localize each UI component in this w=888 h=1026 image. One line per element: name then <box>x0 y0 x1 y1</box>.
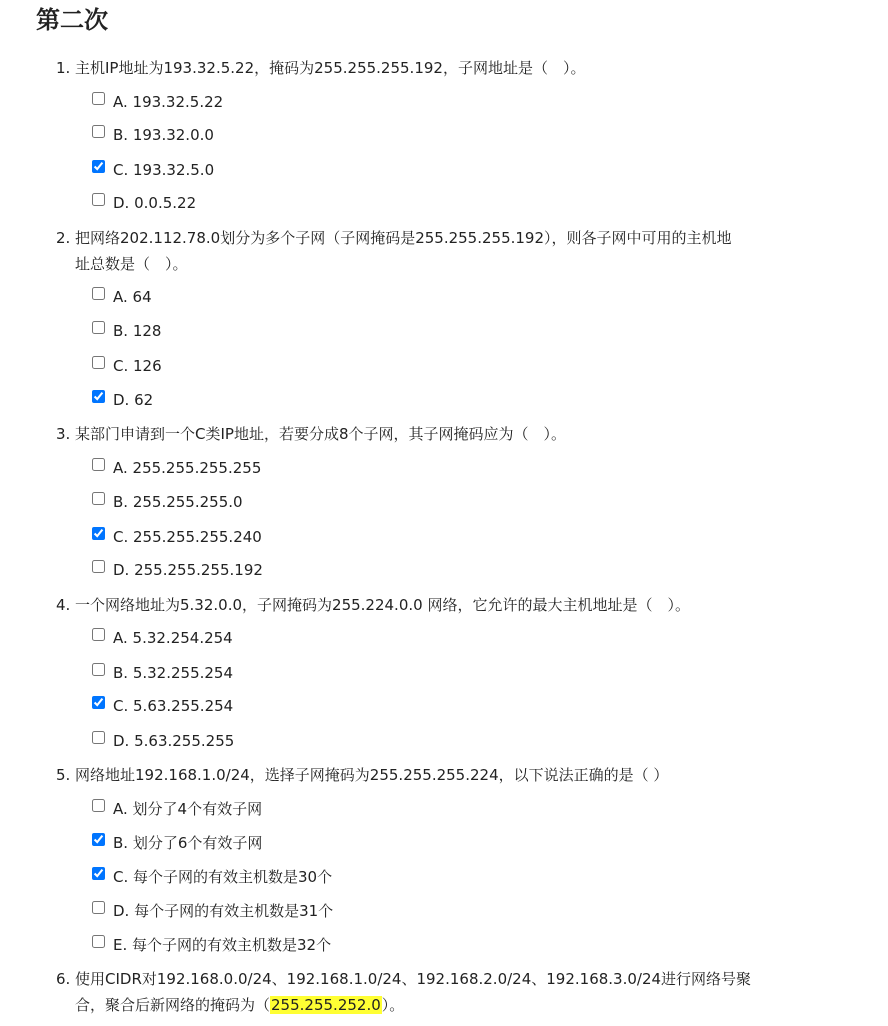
question-stem: 网络地址192.168.1.0/24，选择子网掩码为255.255.255.224，以下说法正确的是（ ） <box>75 766 669 784</box>
option-checkbox[interactable] <box>92 799 105 812</box>
question-3-text <box>56 421 796 447</box>
option-checkbox[interactable] <box>92 628 105 641</box>
option-1b[interactable] <box>92 123 214 147</box>
option-label: D. 每个子网的有效主机数是31个 <box>113 902 334 920</box>
option-3a[interactable] <box>92 456 261 480</box>
option-checkbox[interactable] <box>92 390 105 403</box>
option-label: C. 5.63.255.254 <box>113 697 234 715</box>
question-number: 2. <box>56 229 71 247</box>
option-5b[interactable] <box>92 831 262 855</box>
option-checkbox[interactable] <box>92 935 105 948</box>
option-4a[interactable] <box>92 626 233 650</box>
question-number: 6. <box>56 970 71 988</box>
option-checkbox[interactable] <box>92 458 105 471</box>
question-4-text <box>56 592 796 618</box>
option-checkbox[interactable] <box>92 92 105 105</box>
question-number: 4. <box>56 596 71 614</box>
option-checkbox[interactable] <box>92 696 105 709</box>
option-4c[interactable] <box>92 694 233 718</box>
question-stem-line-1: 把网络202.112.78.0划分为多个子网（子网掩码是255.255.255.192），则各子网中可用的主机地 <box>75 229 732 247</box>
option-3b[interactable] <box>92 490 243 514</box>
option-label: A. 划分了4个有效子网 <box>113 800 263 818</box>
question-stem: 一个网络地址为5.32.0.0，子网掩码为255.224.0.0 网络，它允许的最大主机地址是（ ）。 <box>75 596 690 614</box>
option-checkbox[interactable] <box>92 125 105 138</box>
option-checkbox[interactable] <box>92 321 105 334</box>
option-checkbox[interactable] <box>92 731 105 744</box>
question-stem-line-2: 址总数是（ ）。 <box>75 255 188 273</box>
option-3c[interactable] <box>92 525 262 549</box>
option-label: B. 255.255.255.0 <box>113 493 243 511</box>
option-label: A. 193.32.5.22 <box>113 93 224 111</box>
option-checkbox[interactable] <box>92 527 105 540</box>
option-checkbox[interactable] <box>92 560 105 573</box>
option-label: A. 255.255.255.255 <box>113 459 262 477</box>
option-checkbox[interactable] <box>92 287 105 300</box>
option-checkbox[interactable] <box>92 193 105 206</box>
option-1d[interactable] <box>92 191 196 215</box>
question-stem-line-2 <box>56 992 796 1018</box>
question-number: 1. <box>56 59 71 77</box>
option-2d[interactable] <box>92 388 153 412</box>
question-2-text <box>56 225 796 277</box>
option-5a[interactable] <box>92 797 262 821</box>
question-stem-before-answer: 合，聚合后新网络的掩码为（ <box>75 996 271 1014</box>
option-checkbox[interactable] <box>92 867 105 880</box>
option-label: B. 128 <box>113 322 162 340</box>
question-stem-after-answer: ）。 <box>381 996 405 1014</box>
question-5-text <box>56 762 796 788</box>
option-1c[interactable] <box>92 158 214 182</box>
option-label: C. 255.255.255.240 <box>113 528 262 546</box>
option-4b[interactable] <box>92 661 233 685</box>
question-number: 3. <box>56 425 71 443</box>
option-label: D. 0.0.5.22 <box>113 194 197 212</box>
option-label: B. 193.32.0.0 <box>113 126 214 144</box>
option-1a[interactable] <box>92 90 223 114</box>
question-1-text <box>56 55 796 81</box>
option-label: A. 64 <box>113 288 152 306</box>
option-label: D. 255.255.255.192 <box>113 561 263 579</box>
option-2c[interactable] <box>92 354 162 378</box>
option-label: B. 划分了6个有效子网 <box>113 834 263 852</box>
option-5d[interactable] <box>92 899 333 923</box>
page-title: 第二次 <box>36 6 108 34</box>
option-2a[interactable] <box>92 285 152 309</box>
option-label: D. 62 <box>113 391 154 409</box>
filled-answer: 255.255.252.0 <box>271 996 381 1014</box>
option-label: C. 193.32.5.0 <box>113 161 215 179</box>
option-label: B. 5.32.255.254 <box>113 664 234 682</box>
option-checkbox[interactable] <box>92 833 105 846</box>
option-2b[interactable] <box>92 319 161 343</box>
question-stem-line-1: 使用CIDR对192.168.0.0/24、192.168.1.0/24、192.168.2.0/24、192.168.3.0/24进行网络号聚 <box>75 970 752 988</box>
option-3d[interactable] <box>92 558 263 582</box>
option-checkbox[interactable] <box>92 356 105 369</box>
question-stem: 主机IP地址为193.32.5.22，掩码为255.255.255.192，子网地址是（ ）。 <box>75 59 586 77</box>
option-5c[interactable] <box>92 865 332 889</box>
question-stem: 某部门申请到一个C类IP地址，若要分成8个子网，其子网掩码应为（ ）。 <box>75 425 566 443</box>
option-label: E. 每个子网的有效主机数是32个 <box>113 936 332 954</box>
option-label: C. 126 <box>113 357 162 375</box>
option-label: D. 5.63.255.255 <box>113 732 235 750</box>
option-4d[interactable] <box>92 729 234 753</box>
option-checkbox[interactable] <box>92 663 105 676</box>
option-checkbox[interactable] <box>92 160 105 173</box>
option-label: C. 每个子网的有效主机数是30个 <box>113 868 333 886</box>
question-number: 5. <box>56 766 71 784</box>
option-checkbox[interactable] <box>92 492 105 505</box>
option-5e[interactable] <box>92 933 331 957</box>
option-label: A. 5.32.254.254 <box>113 629 233 647</box>
question-6-text <box>56 966 796 1018</box>
option-checkbox[interactable] <box>92 901 105 914</box>
